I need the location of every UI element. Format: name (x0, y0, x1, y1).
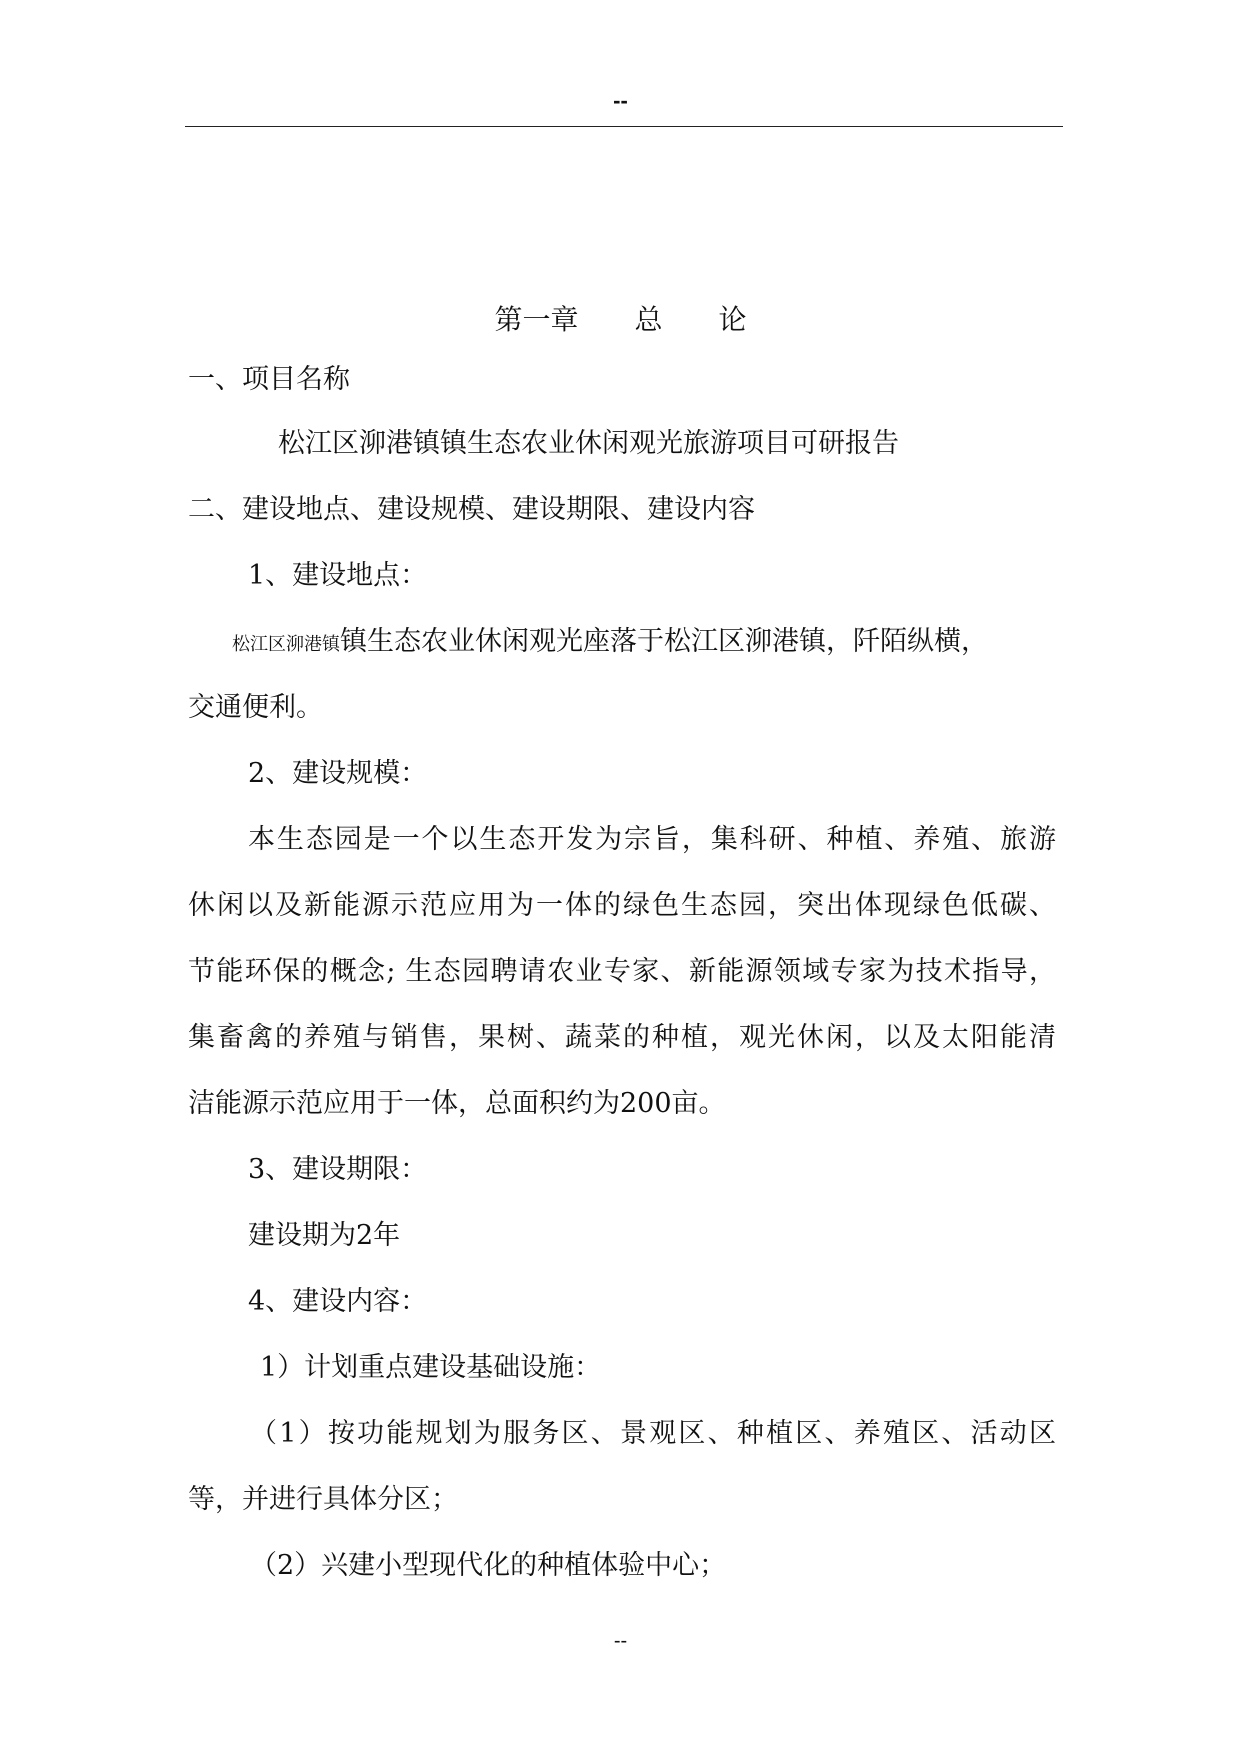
location-heading: 1、建设地点： (248, 560, 428, 591)
footer-mark: -- (613, 1630, 628, 1652)
location-text: 镇生态农业休闲观光座落于松江区泖港镇，阡陌纵横， (340, 626, 988, 657)
location-line-2: 交通便利。 (188, 692, 323, 723)
content-item2: （2）兴建小型现代化的种植体验中心； (250, 1550, 727, 1581)
content-heading: 4、建设内容： (248, 1286, 428, 1317)
header-rule (185, 126, 1063, 127)
scale-line-1: 本生态园是一个以生态开发为宗旨，集科研、种植、养殖、旅游 (248, 824, 1056, 855)
scale-heading: 2、建设规模： (248, 758, 428, 789)
section2-heading: 二、建设地点、建设规模、建设期限、建设内容 (188, 494, 755, 525)
header-mark: -- (613, 88, 628, 113)
section1-heading: 一、项目名称 (188, 364, 350, 395)
scale-line-5: 洁能源示范应用于一体，总面积约为200亩。 (188, 1088, 726, 1119)
location-line-1 (232, 628, 988, 655)
content-subheading: 1）计划重点建设基础设施： (260, 1352, 602, 1383)
period-heading: 3、建设期限： (248, 1154, 428, 1185)
project-name: 松江区泖港镇镇生态农业休闲观光旅游项目可研报告 (278, 428, 899, 459)
location-small-prefix: 松江区泖港镇 (232, 634, 340, 655)
content-item1-line1: （1）按功能规划为服务区、景观区、种植区、养殖区、活动区 (250, 1418, 1056, 1449)
period-text: 建设期为2年 (248, 1220, 401, 1251)
content-item1-line2: 等，并进行具体分区； (188, 1484, 458, 1515)
scale-line-4: 集畜禽的养殖与销售，果树、蔬菜的种植，观光休闲，以及太阳能清 (188, 1022, 1056, 1053)
scale-line-3: 节能环保的概念; 生态园聘请农业专家、新能源领域专家为技术指导， (188, 956, 1056, 987)
scale-line-2: 休闲以及新能源示范应用为一体的绿色生态园，突出体现绿色低碳、 (188, 890, 1056, 921)
chapter-title: 第一章 总 论 (494, 303, 747, 336)
